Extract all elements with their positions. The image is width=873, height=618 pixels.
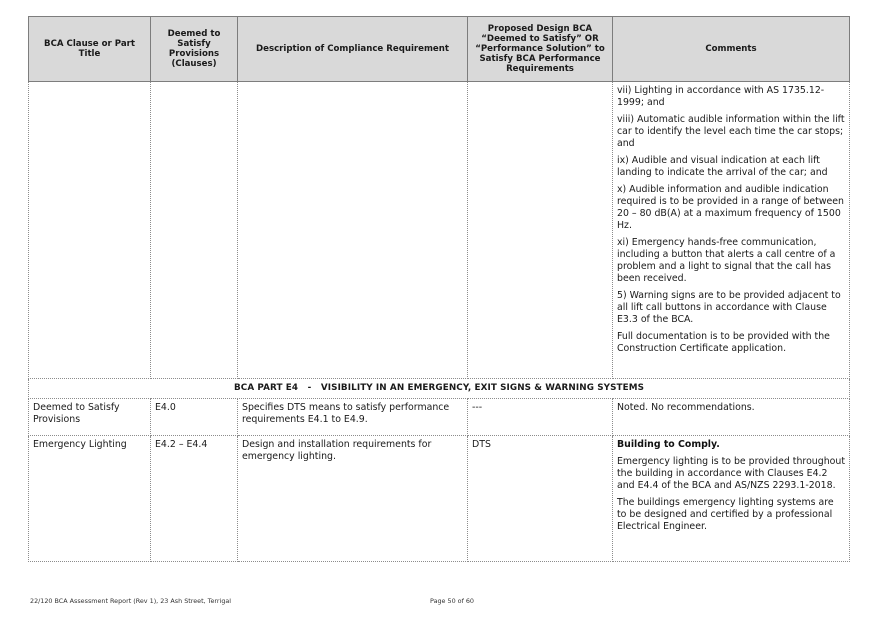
comment-paragraph: The buildings emergency lighting systems are to be designed and certified by a professional Electrical Engineer.: [617, 497, 834, 532]
header-dts-provisions: Deemed to Satisfy Provisions (Clauses): [151, 17, 238, 82]
cell-empty: [468, 82, 613, 379]
cell-proposed: ---: [468, 399, 613, 436]
cell-proposed: DTS: [468, 436, 613, 562]
header-comments: Comments: [613, 17, 850, 82]
cell-comments: [613, 82, 850, 379]
comment-heading: Building to Comply.: [617, 439, 720, 450]
comment-paragraph: Noted. No recommendations.: [617, 402, 755, 413]
footer-report-title: 22/120 BCA Assessment Report (Rev 1), 23 Ash Street, Terrigal: [30, 597, 232, 605]
cell-clause: E4.2 – E4.4: [151, 436, 238, 562]
comment-paragraph: 5) Warning signs are to be provided adjacent to all lift call buttons in accordance with Clause E3.3 of the BCA.: [617, 290, 841, 325]
header-bca-clause: BCA Clause or Part Title: [29, 17, 151, 82]
comment-paragraph: vii) Lighting in accordance with AS 1735.12-1999; and: [617, 85, 825, 108]
cell-title: Emergency Lighting: [29, 436, 151, 562]
header-description: Description of Compliance Requirement: [238, 17, 468, 82]
comment-paragraph: Full documentation is to be provided with the Construction Certificate application.: [617, 331, 830, 354]
cell-comments: [613, 436, 850, 562]
header-proposed-design: Proposed Design BCA “Deemed to Satisfy” OR “Performance Solution” to Satisfy BCA Performance Requirements: [468, 17, 613, 82]
footer-page-number: Page 50 of 60: [430, 597, 474, 605]
section-title: BCA PART E4 - VISIBILITY IN AN EMERGENCY, EXIT SIGNS & WARNING SYSTEMS: [29, 379, 850, 399]
cell-description: Design and installation requirements for emergency lighting.: [238, 436, 468, 562]
cell-empty: [238, 82, 468, 379]
cell-comments: [613, 399, 850, 436]
table-row: [29, 436, 850, 562]
table-row: [29, 82, 850, 379]
cell-title: Deemed to Satisfy Provisions: [29, 399, 151, 436]
table-header-row: [29, 17, 850, 82]
cell-empty: [29, 82, 151, 379]
comment-paragraph: x) Audible information and audible indication required is to be provided in a range of between 20 – 80 dB(A) at a maximum frequency of 1500 Hz.: [617, 184, 845, 231]
cell-clause: E4.0: [151, 399, 238, 436]
cell-description: Specifies DTS means to satisfy performance requirements E4.1 to E4.9.: [238, 399, 468, 436]
comment-paragraph: ix) Audible and visual indication at each lift landing to indicate the arrival of the car; and: [617, 155, 828, 178]
comment-paragraph: Emergency lighting is to be provided throughout the building in accordance with Clauses E4.2 and E4.4 of the BCA and AS/NZS 2293.1-2018.: [617, 456, 845, 491]
comment-paragraph: viii) Automatic audible information within the lift car to identify the level each time the car stops; and: [617, 114, 845, 149]
comment-paragraph: xi) Emergency hands-free communication, including a button that alerts a call centre of a problem and a light to signal that the call has been received.: [617, 237, 836, 284]
table-row: [29, 399, 850, 436]
compliance-table: [28, 16, 850, 562]
cell-empty: [151, 82, 238, 379]
section-heading-row: [29, 379, 850, 399]
